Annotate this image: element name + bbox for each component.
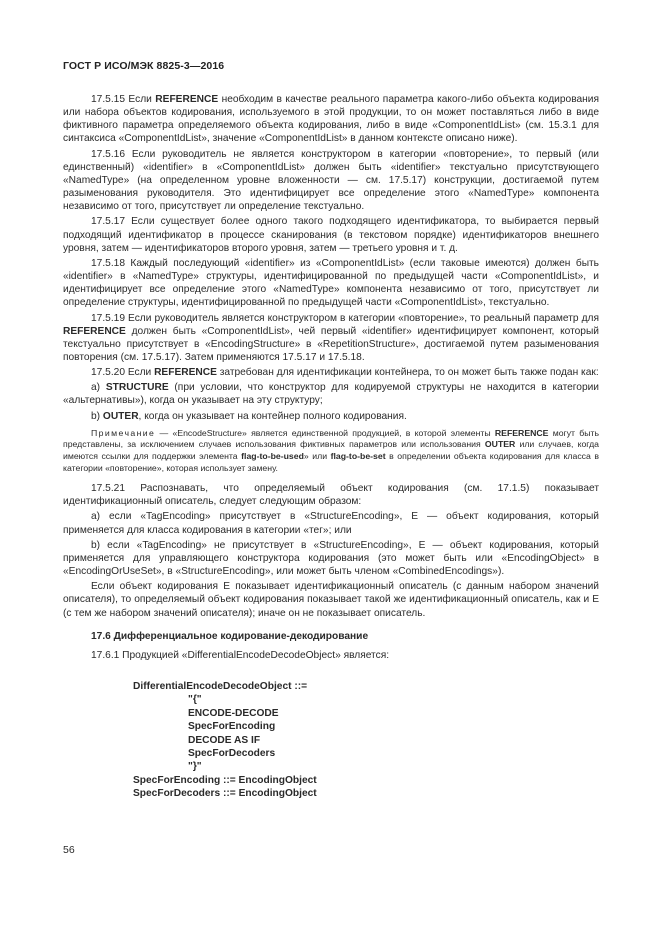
code-line: SpecForDecoders ::= EncodingObject bbox=[133, 788, 317, 800]
code-line: "}" bbox=[188, 761, 202, 773]
paragraph-17-5-21: 17.5.21 Распознавать, что определяемый объект кодирования (см. 17.1.5) показывает идентификационный описатель, следует следующим образом: bbox=[63, 483, 599, 508]
paragraph-17-5-19: 17.5.19 Если руководитель является конструктором в категории «повторение», то реальный параметр для REFERENCE должен быть «ComponentIdList», чей первый «identifier» идентифицирует компонент, который текстуально присутствует в «EncodingStructure» в «RepetitionStructure», достигаемой путем разыменования повторения (см. 17.5.17). Затем применяются 17.5.17 и 17.5.18. bbox=[63, 312, 599, 363]
code-line: SpecForEncoding bbox=[188, 721, 276, 733]
code-line: DifferentialEncodeDecodeObject ::= bbox=[133, 681, 308, 692]
paragraph-17-5-20: 17.5.20 Если REFERENCE затребован для идентификации контейнера, то он может быть также подан как: bbox=[91, 367, 599, 379]
paragraph-17-5-16: 17.5.16 Если руководитель не является конструктором в категории «повторение», то первый (или единственный) «identifier» в «ComponentIdList» должен быть «identifier» текстуально присутствующего «NamedType» (на определенном уровне вложенности — см. 17.5.17) конструкции, достигаемой путем разыменования руководителя. Это идентифицирует все определение этого «NamedType» компонента независимо от того, присутствует ли определение текстуально. bbox=[63, 148, 599, 213]
list-item-a: a) STRUCTURE (при условии, что конструктор для кодируемой структуры не находится в категории «альтернативы»), когда он указывает на эту структуру; bbox=[63, 382, 600, 407]
paragraph-17-6-1: 17.6.1 Продукцией «DifferentialEncodeDecodeObject» является: bbox=[91, 649, 390, 661]
section-heading: 17.6 Дифференциальное кодирование-декодирование bbox=[91, 630, 369, 642]
list-item-a-tag: a) если «TagEncoding» присутствует в «StructureEncoding», E — объект кодирования, который применяется для класса кодирования в категории «тег»; или bbox=[63, 511, 599, 536]
list-item-b-tag: b) если «TagEncoding» не присутствует в «StructureEncoding», E — объект кодирования, который применяется для управляющего конструктора кодирования (это может быть или «EncodingObject» в «EncodingOrUseSet», в «StructureEncoding», или может быть членом «CombinedEncodings»). bbox=[63, 539, 599, 578]
paragraph-17-5-18: 17.5.18 Каждый последующий «identifier» из «ComponentIdList» (если таковые имеются) должен быть «identifier» в «NamedType» структуры, идентифицированной по предыдущей части «ComponentIdList», и идентифицирует все определение этого «NamedType» компонента независимо от того, присутствует ли определение структуры, идентифицированной по предыдущей части «ComponentIdList», текстуально. bbox=[63, 257, 599, 309]
code-line: SpecForDecoders bbox=[188, 748, 276, 760]
page-body bbox=[63, 93, 599, 801]
document-header: ГОСТ Р ИСО/МЭК 8825-3—2016 bbox=[63, 60, 225, 72]
note: Примечание — «EncodeStructure» является единственной продукцией, в которой элементы REFERENCE могут быть представлены, за исключением случаев использования фиктивных параметров или использования OUTER или случаев, когда имеются ссылки для поддержки элемента flag-to-be-used» или flag-to-be-set в определении объекта кодирования для класса в категории «повторение», которая использует замену. bbox=[63, 427, 600, 473]
paragraph-17-5-15: 17.5.15 Если REFERENCE необходим в качестве реального параметра какого-либо объекта кодирования или набора объектов кодирования, используемого в этой продукции, то он может поставляться либо в виде фиктивного параметра определяемого объекта кодирования, либо в виде «ComponentIdList» (см. 15.3.1 для синтаксиса «ComponentIdList», значение «ComponentIdList» в данном контексте описано ниже). bbox=[63, 94, 600, 145]
page-number: 56 bbox=[63, 844, 75, 856]
code-line: DECODE AS IF bbox=[188, 734, 261, 746]
code-line: SpecForEncoding ::= EncodingObject bbox=[133, 774, 317, 786]
code-line: ENCODE-DECODE bbox=[188, 707, 279, 719]
paragraph-descriptor: Если объект кодирования E показывает идентификационный описатель (с данным набором значений описателя), то определяемый объект кодирования показывает такой же идентификационный описатель, как и E (с тем же набором значений описателя); иначе он не показывает описатель. bbox=[63, 581, 599, 619]
paragraph-17-5-17: 17.5.17 Если существует более одного такого подходящего идентификатора, то выбирается первый подходящий идентификатор в процессе сканирования (в текстовом порядке) идентификаторов внешнего уровня, затем — идентификаторов второго уровня, затем — третьего уровня и т. д. bbox=[63, 216, 599, 254]
code-line: "{" bbox=[188, 694, 202, 706]
list-item-b: b) OUTER, когда он указывает на контейнер полного кодирования. bbox=[91, 410, 407, 422]
code-block bbox=[133, 680, 599, 801]
